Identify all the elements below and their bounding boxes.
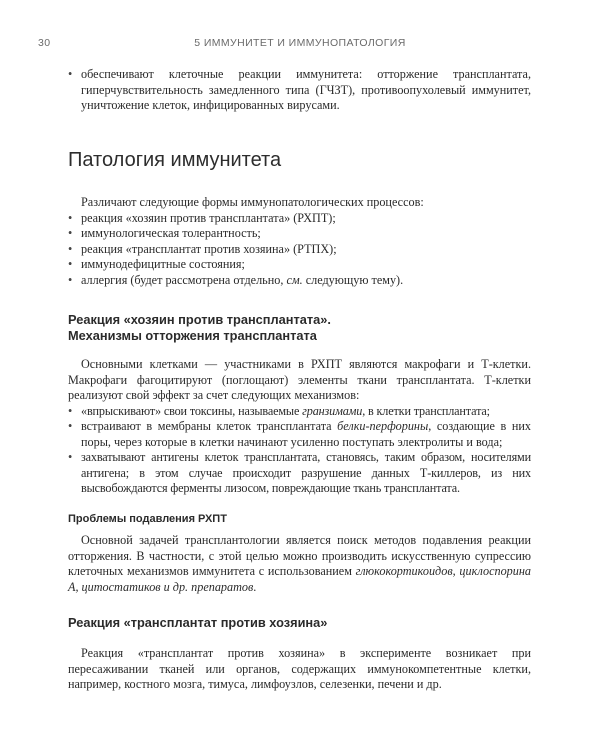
paragraph-text-a: Основной задачей трансплантологии является поиск методов подавления реакции отторжения. В частности, с этой целью можно производить искусственную супрессию клеточных механизмов иммунитета с использованием <box>68 533 531 578</box>
paragraph: Различают следующие формы иммунопатологических процессов: <box>81 195 424 209</box>
list-item <box>68 257 531 273</box>
list-item <box>68 273 531 289</box>
list-item-text-b: следующую тему). <box>302 272 404 287</box>
section-title: Патология иммунитета <box>68 149 282 171</box>
list-item-text: иммунологическая толерантность; <box>81 226 261 240</box>
list-item <box>68 450 531 497</box>
list-item-text-b: , в клетки трансплантата; <box>362 403 490 418</box>
subsection-title: Реакция «трансплантат против хозяина» <box>68 615 328 630</box>
bullet-icon: • <box>68 241 73 256</box>
bullet-icon: • <box>68 450 73 464</box>
paragraph: Основными клетками — участниками в РХПТ являются макрофаги и Т-клетки. Макрофаги фагоцитируют (поглощают) элементы ткани трансплантата. Т-клетки реализуют свой эффект за счет следующих механизмов: <box>68 357 531 402</box>
subsection-title: Проблемы подавления РХПТ <box>68 513 227 525</box>
intro-block <box>68 67 531 114</box>
section-pathology <box>68 148 531 172</box>
bullet-icon: • <box>68 210 73 225</box>
list-item-text: обеспечивают клеточные реакции иммунитета: отторжение трансплантата, гиперчувствительность замедленного типа (ГЧЗТ), противоопухолевый иммунитет, уничтожение клеток, инфицированных вирусами. <box>81 67 531 112</box>
list-item <box>68 419 531 450</box>
list-item-italic: белки-перфорины <box>337 419 429 433</box>
list-item <box>68 226 531 242</box>
paragraph <box>68 533 531 595</box>
paragraph-text-b: . <box>253 579 257 594</box>
bullet-icon: • <box>68 272 73 287</box>
list-item-text-b: , создающие в них поры, через которые в клетки начинают усиленно поступать электролиты и вода; <box>81 419 531 449</box>
bullet-icon: • <box>68 226 73 240</box>
list-item <box>68 211 531 227</box>
rejection-body <box>68 357 531 497</box>
paragraph: Реакция «трансплантат против хозяина» в эксперименте возникает при пересаживании тканей или органов, содержащих иммунокомпетентные клетки, например, костного мозга, тимуса, лимфоузлов, селезенки, печени и др. <box>68 646 531 691</box>
list-item-text: реакция «хозяин против трансплантата» (РХПТ); <box>81 210 336 225</box>
list-item-text: иммунодефицитные состояния; <box>81 257 245 271</box>
bullet-icon: • <box>68 257 73 271</box>
list-item <box>68 242 531 258</box>
running-head: 5 ИММУНИТЕТ И ИММУНОПАТОЛОГИЯ <box>194 37 406 49</box>
page-header <box>38 37 562 51</box>
subsection-title-line2: Механизмы отторжения трансплантата <box>68 328 317 343</box>
section-gvhd <box>68 615 531 631</box>
section-suppression <box>68 512 531 526</box>
list-item-italic: см. <box>286 272 303 287</box>
list-item-text: захватывают антигены клеток трансплантата, становясь, таким образом, носителями антигена; в этом случае происходит разрушение данных Т-киллеров, из них высвобождаются ферменты лизосом, повреждающие ткань трансплантата. <box>81 450 531 495</box>
list-item-text-a: аллергия (будет рассмотрена отдельно, <box>81 272 287 287</box>
list-item-text-a: встраивают в мембраны клеток трансплантата <box>81 419 338 433</box>
suppression-body <box>68 533 531 595</box>
list-item-text: реакция «трансплантат против хозяина» (РТПХ); <box>81 241 337 256</box>
bullet-icon: • <box>68 419 73 433</box>
page-number: 30 <box>38 37 51 49</box>
pathology-body <box>68 195 531 288</box>
list-item-text-a: «впрыскивают» свои токсины, называемые <box>81 403 303 418</box>
paragraph-italic: глюкокортикоидов, циклоспорина А, цитостатиков и др. препаратов <box>68 564 531 594</box>
bullet-icon: • <box>68 67 73 81</box>
section-rejection <box>68 312 531 344</box>
gvhd-body <box>68 646 531 693</box>
subsection-title-line1: Реакция «хозяин против трансплантата». <box>68 312 331 327</box>
list-item-italic: гранзимами <box>302 403 363 418</box>
list-item <box>68 404 531 420</box>
bullet-icon: • <box>68 403 73 418</box>
list-item <box>68 67 531 114</box>
